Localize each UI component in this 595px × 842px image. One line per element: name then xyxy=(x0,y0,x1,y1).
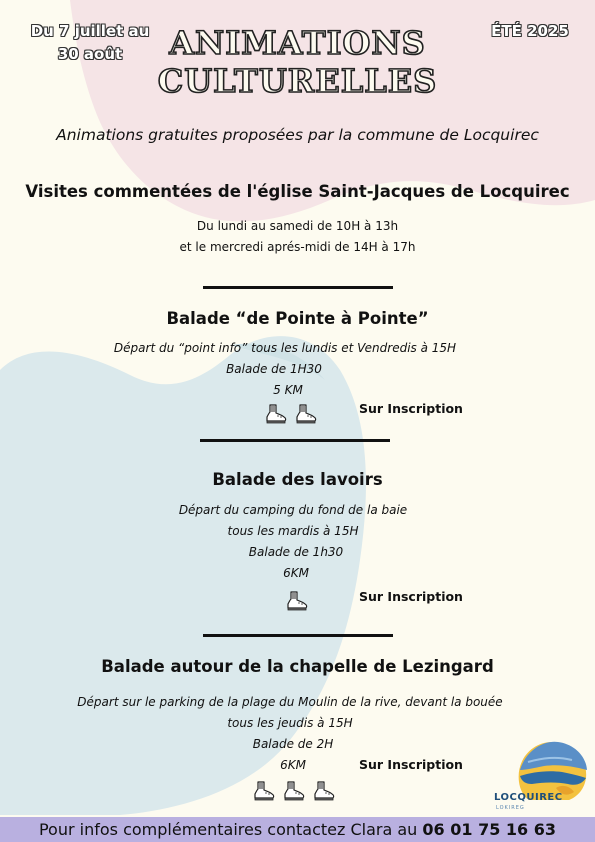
hiking-boot-icon xyxy=(253,781,275,805)
walk2-schedule: tous les mardis à 15H xyxy=(227,524,359,538)
hiking-boot-icon xyxy=(283,781,305,805)
visits-line2: et le mercredi aprés-midi de 14H à 17h xyxy=(179,240,416,254)
visits-line1: Du lundi au samedi de 10H à 13h xyxy=(196,219,399,233)
walk3-difficulty xyxy=(253,781,343,803)
page-title-line1: ANIMATIONS xyxy=(169,24,426,62)
season-badge: ÉTÉ 2025 xyxy=(491,22,569,40)
logo-tagline: LOKIREG xyxy=(496,805,525,811)
walk2-difficulty xyxy=(286,591,316,613)
walk2-distance: 6KM xyxy=(283,566,309,580)
page-title xyxy=(0,24,595,100)
section-divider xyxy=(203,634,393,637)
walk3-registration: Sur Inscription xyxy=(359,757,463,772)
footer-phone[interactable]: 06 01 75 16 63 xyxy=(422,820,557,839)
section-divider xyxy=(203,286,393,289)
walk2-registration: Sur Inscription xyxy=(359,589,463,604)
walk3-schedule: tous les jeudis à 15H xyxy=(227,716,353,730)
walk1-title: Balade “de Pointe à Pointe” xyxy=(166,309,429,328)
walk1-difficulty xyxy=(265,404,335,426)
walk3-distance: 6KM xyxy=(280,758,306,772)
contact-footer xyxy=(0,817,595,842)
hiking-boot-icon xyxy=(265,404,287,428)
walk1-distance: 5 KM xyxy=(273,383,303,397)
walk3-departure: Départ sur le parking de la plage du Moulin de la rive, devant la bouée xyxy=(77,695,503,709)
page-title-line2: CULTURELLES xyxy=(157,62,438,100)
footer-text: Pour infos complémentaires contactez Clara au xyxy=(38,820,418,839)
section-divider xyxy=(200,439,390,442)
walk3-title: Balade autour de la chapelle de Lezingard xyxy=(101,657,494,676)
hiking-boot-icon xyxy=(295,404,317,428)
walk1-registration: Sur Inscription xyxy=(359,401,463,416)
walk3-duration: Balade de 2H xyxy=(252,737,334,751)
walk1-duration: Balade de 1H30 xyxy=(226,362,322,376)
logo-emblem xyxy=(492,740,592,800)
logo-name: LOCQUIREC xyxy=(494,792,563,803)
locquirec-logo xyxy=(492,740,592,816)
hiking-boot-icon xyxy=(286,591,308,615)
walk2-title: Balade des lavoirs xyxy=(212,470,383,489)
visits-title: Visites commentées de l'église Saint-Jacques de Locquirec xyxy=(25,182,570,201)
walk2-duration: Balade de 1h30 xyxy=(248,545,344,559)
page-subtitle: Animations gratuites proposées par la commune de Locquirec xyxy=(56,126,539,144)
walk1-departure: Départ du “point info” tous les lundis et Vendredis à 15H xyxy=(113,341,457,355)
date-range-line1: Du 7 juillet au xyxy=(30,22,150,40)
hiking-boot-icon xyxy=(313,781,335,805)
walk2-departure: Départ du camping du fond de la baie xyxy=(178,503,408,517)
date-range-line2: 30 août xyxy=(57,45,123,63)
